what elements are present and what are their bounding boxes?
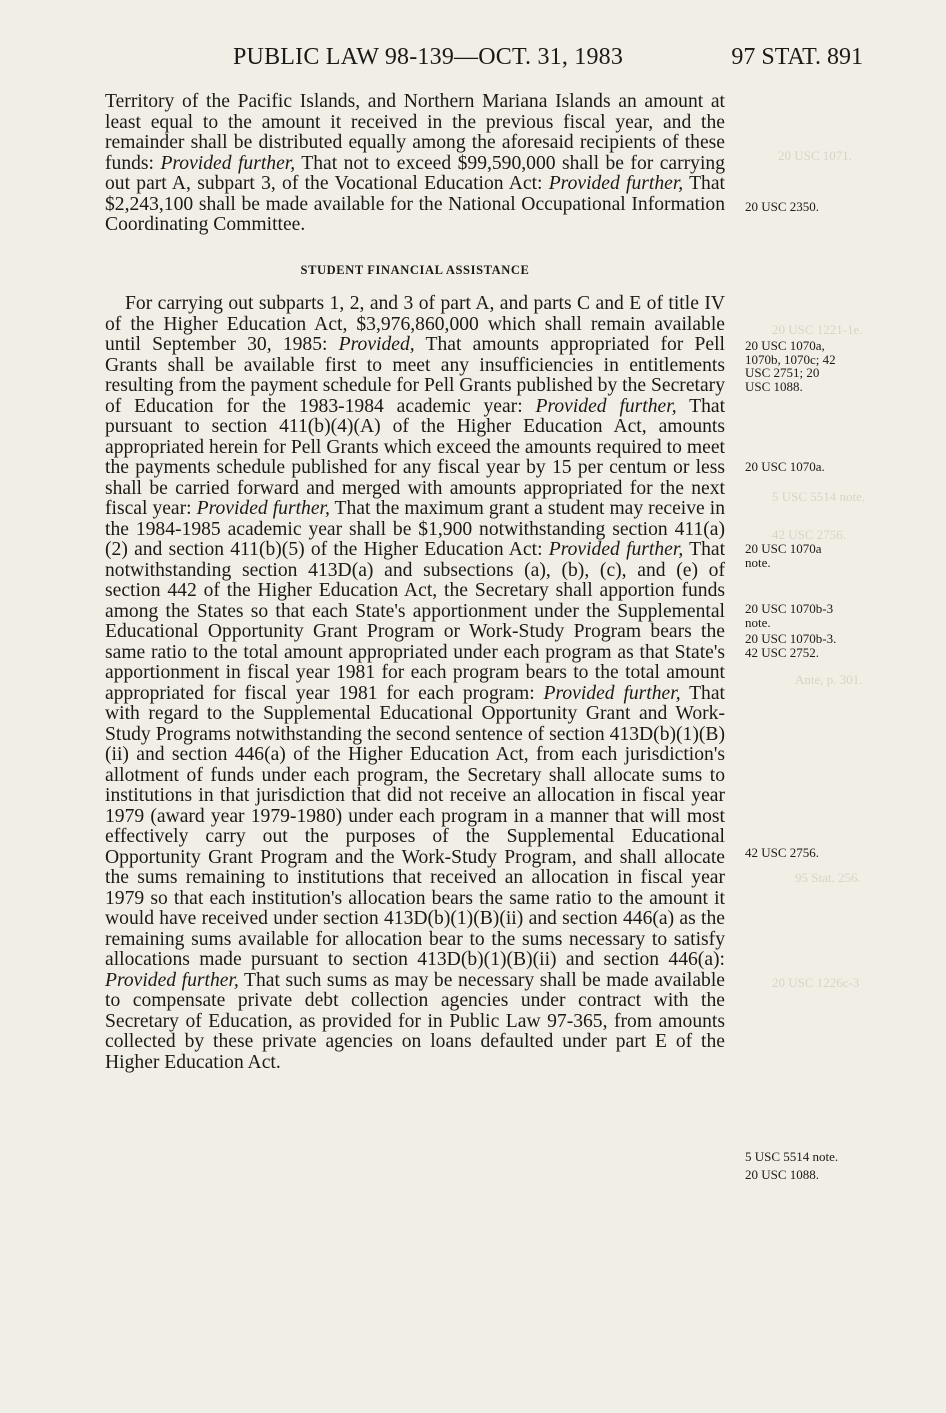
bleed-through-text: 20 USC 1071. bbox=[778, 148, 853, 163]
bleed-through-text: Ante, p. 301. bbox=[795, 672, 863, 687]
margin-citation: 20 USC 1070b-3 note. bbox=[745, 601, 834, 630]
margin-citation: 5 USC 5514 note. bbox=[745, 1149, 839, 1164]
margin-citation: 20 USC 1070a note. bbox=[745, 541, 822, 570]
bleed-through-text: 5 USC 5514 note. bbox=[772, 489, 866, 504]
margin-citation: 20 USC 2350. bbox=[745, 199, 820, 214]
margin-citation: 20 USC 1070a. bbox=[745, 459, 825, 474]
bleed-through-text: 95 Stat. 256. bbox=[795, 870, 861, 885]
margin-citation: 42 USC 2756. bbox=[745, 845, 820, 860]
running-head bbox=[105, 44, 863, 74]
paragraph: Territory of the Pacific Islands, and Northern Mariana Islands an amount at least equal to the amount it received in the previous fiscal year, and the remainder shall be distributed equally among the aforesaid recipients of these funds: Provided further, That not to exceed $99,590,000 shall be for carrying out part A, subpart 3, of the Vocational Education Act: Provided further, That $2,243,100 shall be made available for the National Occupational Information Coordinating Committee. bbox=[105, 91, 725, 235]
margin-citation: 20 USC 1070a, 1070b, 1070c; 42 USC 2751; 20 USC 1088. bbox=[745, 338, 836, 394]
margin-citation: 20 USC 1070b-3. bbox=[745, 631, 837, 646]
margin-citation: 20 USC 1088. bbox=[745, 1167, 820, 1182]
bleed-through-text: 20 USC 1226c-3 bbox=[772, 975, 860, 990]
stat-page-number: 97 STAT. 891 bbox=[731, 44, 863, 70]
paragraph: For carrying out subparts 1, 2, and 3 of part A, and parts C and E of title IV of the Higher Education Act, $3,976,860,000 which shall remain available until September 30, 1985: Provided, That amounts appropriated for Pell Grants shall be available first to meet any insufficiencies in entitlements resulting from the payment schedule for Pell Grants published by the Secretary of Education for the 1983-1984 academic year: Provided further, That pursuant to section 411(b)(4)(A) of the Higher Education Act, amounts appropriated herein for Pell Grants which exceed the amounts required to meet the payments schedule published for any fiscal year by 15 per centum or less shall be carried forward and merged with amounts appropriated for the next fiscal year: Provided further, That the maximum grant a student may receive in the 1984-1985 academic year shall be $1,900 notwithstanding section 411(a)(2) and section 411(b)(5) of the Higher Education Act: Provided further, That notwithstanding section 413D(a) and subsections (a), (b), (c), and (e) of section 442 of the Higher Education Act, the Secretary shall apportion funds among the States so that each State's apportionment under the Supplemental Educational Opportunity Grant Program or Work-Study Program bears the same ratio to the total amount appropriated under each program as that State's apportionment in fiscal year 1981 for each program bears to the total amount appropriated for fiscal year 1981 for each program: Provided further, That with regard to the Supplemental Educational Opportunity Grant and Work-Study Programs notwithstanding the second sentence of section 413D(b)(1)(B)(ii) and section 446(a) of the Higher Education Act, from each jurisdiction's allotment of funds under each program, the Secretary shall allocate sums to institutions in that jurisdiction that did not receive an allocation in fiscal year 1979 (award year 1979-1980) under each program in a manner that will most effectively carry out the purposes of the Supplemental Educational Opportunity Grant Program and the Work-Study Program, and shall allocate the sums remaining to institutions that received an allocation in fiscal year 1979 so that each institution's allocation bears the same ratio to the amount it would have received under section 413D(b)(1)(B)(ii) and section 446(a) as the remaining sums available for allocation bear to the sums necessary to satisfy allocations made pursuant to section 413D(b)(1)(B)(ii) and section 446(a): Provided further, That such sums as may be necessary shall be made available to compensate private debt collection agencies under contract with the Secretary of Education, as provided for in Public Law 97-365, from amounts collected by these private agencies on loans defaulted under part E of the Higher Education Act. bbox=[105, 293, 726, 1073]
bleed-through-text: 20 USC 1221-1e. bbox=[772, 322, 863, 337]
page-title: PUBLIC LAW 98-139—OCT. 31, 1983 bbox=[233, 44, 624, 70]
section-heading: STUDENT FINANCIAL ASSISTANCE bbox=[300, 262, 530, 277]
bleed-through-text: 42 USC 2756. bbox=[772, 527, 847, 542]
margin-citation: 42 USC 2752. bbox=[745, 645, 820, 660]
body-text bbox=[105, 92, 725, 1073]
